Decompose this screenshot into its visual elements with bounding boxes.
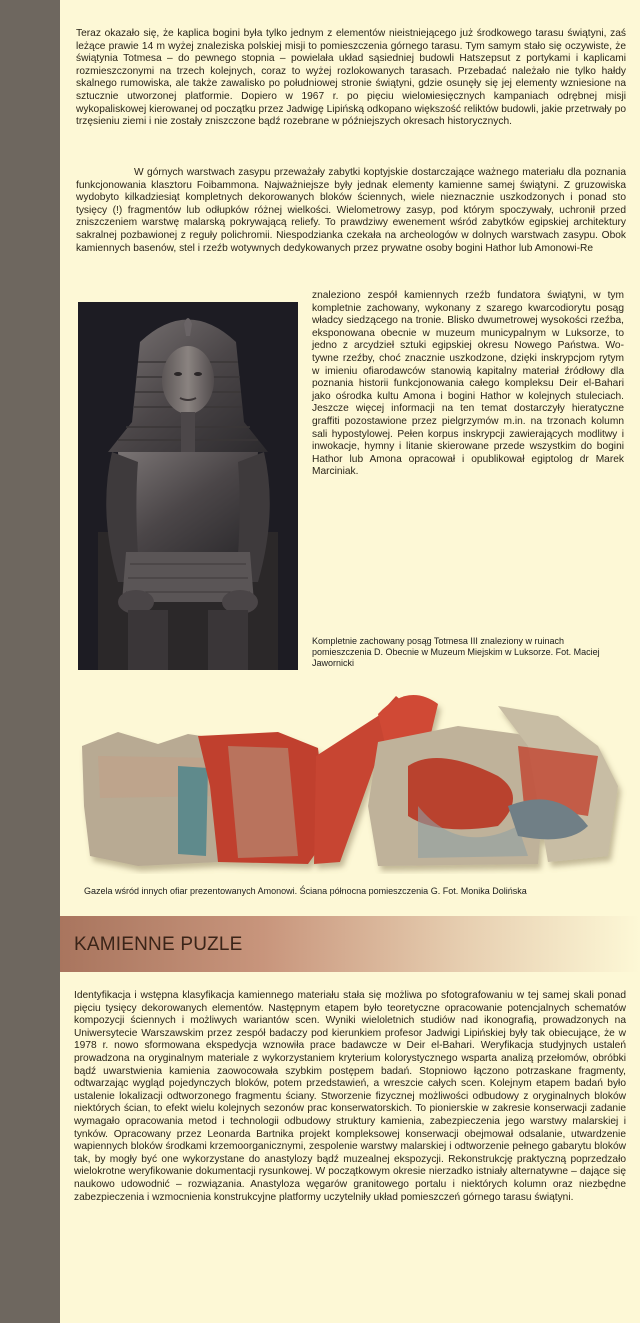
paragraph-4: Identyfikacja i wstępna klasyfikacja kamiennego materiału stała się możliwa po sfotografowaniu w tej samej skali ponad pięciu tysięcy dekorowanych elementów. Następnym etapem było teoretyczne opracowanie potencjalnych schematów kompozycji ściennych i możliwych wariantów scen. Wyniki wieloletnich studiów nad ikonografią, prowadzonych na Uniwersytecie Warszawskim przez zespół badaczy pod kierunkiem profesor Jadwigi Lipińskiej były tak obiecujące, że w 1978 r. nowo sformowana ekspedycja wznowiła prace badawcze w Deir el-Bahari. Weryfikacja studyjnych ustaleń prowadzona na oryginalnym materiale z wykorzystaniem kryterium kolorystycznego wsparta analizą przełomów, obróbki bądź uwarstwienia kamienia zaowocowała szybkim postępem badań. Stopniowo łączono potrzaskane fragmenty, odtwarzając wygląd pojedynczych bloków, potem przedstawień, a wreszcie całych scen. Kolejnym etapem badań było ustalenie lokalizacji odtworzonego fragmentu ściany. Stworzenie fizycznej możliwości odbudowy z oryginalnych bloków niektórych ścian, to efekt wielu kolejnych sezonów prac konserwatorskich. To pionierskie w zakresie konserwacji zadanie wymagało opracowania metod i technologii odbudowy struktury kamienia, zabezpieczenia jego warstwy malarskiej i tynków. Opracowany przez Leonarda Bartnika projekt kompleksowej konserwacji obejmował odsalanie, utwardzenie wapiennych bloków środkami krzemoorganicznymi, zespolenie warstwy malarskiej i odtworzenie pełnego gabarytu bloków tak, by mogły być one wykorzystane do anastylozy bądź muzealnej ekspozycji. Rekonstrukcję praktyczną poprzedzało wielokrotne weryfikowanie dokumentacji rysunkowej. W początkowym okresie nierzadko istniały alternatywne – dające się naukowo udowodnić – rozwiązania. Anastyloza węgarów granitowego portalu i niektórych kolumn oraz niezbędne zabezpieczenia i wzmocnienia konstrukcyjne platformy uczytelniły układ pomieszczeń górnego tarasu świątyni. [74, 990, 626, 1203]
fresco-photo [78, 686, 630, 874]
statue-photo [78, 302, 298, 670]
paragraph-2: W górnych warstwach zasypu przeważały zabytki koptyjskie dostarczające ważnego materiału dla poznania funkcjonowania klasztoru Foibammona. Najważniejsze były jednak elementy kamienne samej świątyni. Z gruzowiska wydobyto kilkadziesiąt kompletnych dekorowanych bloków ściennych, wiele nieznacznie uszkodzonych i ponad sto tysięcy (!) fragmentów lub odłupków różnej wielkości. Wielometrowy zasyp, pod którym spoczywały, uchronił przed zniszczeniem warstwę malarską pokrywającą reliefy. To prawdziwy ewenement wśród zabytków egipskiej architektury sakralnej pozbawionej z reguły polichromii. Niespodzianka czekała na archeologów w dolnych warstwach zasypu. Obok kamiennych basenów, stel i rzeźb wotywnych dedykowanych przez prywatne osoby bogini Hathor lub Amonowi-Re [76, 167, 626, 254]
relief-fragments-illustration [78, 686, 630, 874]
statue-caption: Kompletnie zachowany posąg Totmesa III znaleziony w ruinach pomieszczenia D. Obecnie w Muzeum Miejskim w Luksorze. Fot. Maciej Jawornicki [312, 636, 600, 668]
paragraph-1: Teraz okazało się, że kaplica bogini była tylko jednym z elementów nieistniejącego już środkowego tarasu świątyni, zaś leżące prawie 14 m wyżej znaleziska polskiej misji to pomieszczenia górnego tarasu. Tym samym stało się oczywiste, że świątynia Totmesa – do pewnego stopnia – powielała układ sąsiedniej budowli Hatszepsut z portykami i kaplicami rozmieszczonymi na trzech kolejnych, coraz to wyżej rozlokowanych tarasach. Przebadać należało nie tylko hałdy skalnego rumowiska, ale także zawalisko po południowej stronie świątyni, gdzie osunęły się jej elementy wzniesione na sztucznie utworzonej platformie. Dopiero w 1967 r. po pięciu wieloмiesięcznych kampaniach odrębnej misji wykopaliskowej kierowanej od początku przez Jadwigę Lipińską odkopano większość reliktów budowli, jakie przetrwały po trzęsieniu ziemi i nie zostały zniszczone bądź rozebrane w późniejszych okresach historycznych. [76, 28, 626, 128]
left-margin-bar [0, 0, 60, 1323]
section-title: KAMIENNE PUZLE [74, 934, 243, 955]
fresco-caption: Gazela wśród innych ofiar prezentowanych Amonowi. Ściana północna pomieszczenia G. Fot. Monika Dolińska [84, 886, 527, 896]
page [60, 0, 640, 1323]
statue-illustration [78, 302, 298, 670]
paragraph-3: znaleziono zespół kamiennych rzeźb fundatora świątyni, w tym kompletnie zachowany, wykonany z szarego kwarcodiorytu posąg władcy siedzącego na tronie. Blisko dwumetrowej wysokości rzeźba, eksponowana obecnie w muzeum municypalnym w Luksorze, to jedno z arcydzieł sztuki egipskiej okresu Nowego Państwa. Wo-tywne rzeźby, choć znacznie uszkodzone, dzięki inskrypcjom rytym w imieniu ofiarodawców stanowią kapitalny materiał źródłowy dla poznania historii funkcjonowania całego kompleksu Deir el-Bahari jako ośrodka kultu Amona i bogini Hathor w kolejnych stuleciach. Jeszcze więcej informacji na ten temat dostarczyły hieratyczne graffiti pozostawione przez pielgrzymów m.in. na trzonach kolumn sali hypostylowej. Pełen korpus inskrypcji zawierających modlitwy i inwokacje, hymny i litanie skierowane przede wszystkim do bogini Hathor lub Amona opracował i opublikował egiptolog dr Marek Marciniak. [312, 290, 624, 478]
